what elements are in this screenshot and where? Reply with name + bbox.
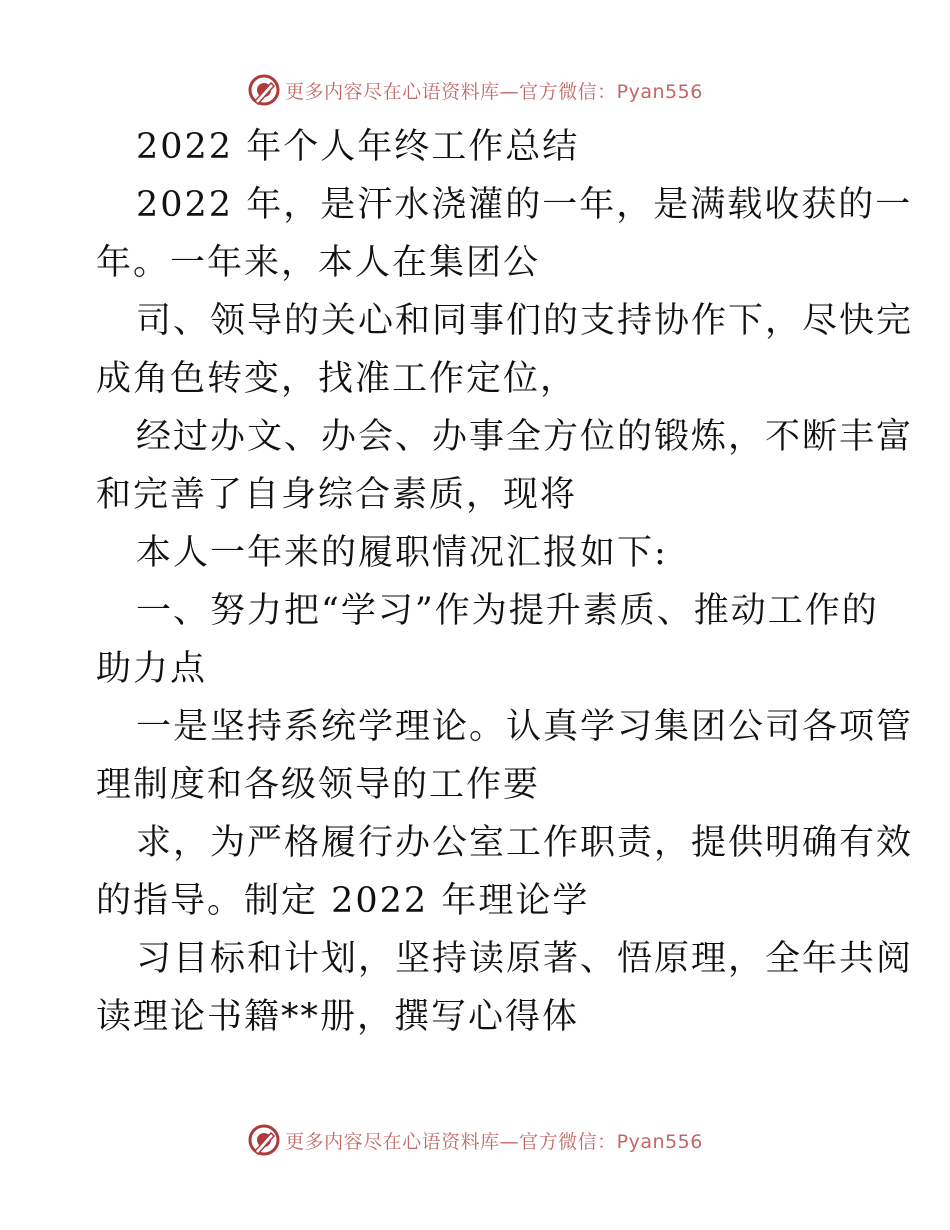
paragraph-line: 本人一年来的履职情况汇报如下: [136,533,668,573]
section-heading: 助力点 [96,649,208,689]
paragraph-line: 的指导。制定 2022 年理论学 [96,881,590,921]
paragraph-line: 求，为严格履行办公室工作职责，提供明确有效 [136,823,914,863]
section-heading: 一、努力把“学习”作为提升素质、推动工作的 [136,591,879,631]
brand-logo-icon [247,1123,281,1157]
banner-slogan: 更多内容尽在心语资料库 [285,1130,500,1153]
paragraph-line: 读理论书籍**册，撰写心得体 [96,997,580,1037]
footer-banner [0,1120,950,1160]
header-banner [0,70,950,110]
paragraph-line: 理制度和各级领导的工作要 [96,765,541,805]
document-body [96,118,914,1046]
paragraph-line: 2022 年，是汗水浇灌的一年，是满载收获的一 [136,185,913,225]
banner-separator: — [499,1130,520,1153]
paragraph-line: 司、领导的关心和同事们的支持协作下，尽快完 [136,301,914,341]
brand-logo-icon [247,73,281,107]
paragraph-line: 成角色转变，找准工作定位， [96,359,578,399]
banner-wechat: 官方微信：Pyan556 [519,1130,703,1153]
document-title: 2022 年个人年终工作总结 [136,127,580,167]
banner-separator: — [499,80,520,103]
paragraph-line: 一是坚持系统学理论。认真学习集团公司各项管 [136,707,914,747]
banner-slogan: 更多内容尽在心语资料库 [285,80,500,103]
paragraph-line: 年。一年来，本人在集团公 [96,243,541,283]
banner-wechat: 官方微信：Pyan556 [519,80,703,103]
paragraph-line: 经过办文、办会、办事全方位的锻炼，不断丰富 [136,417,914,457]
paragraph-line: 和完善了自身综合素质，现将 [96,475,578,515]
paragraph-line: 习目标和计划，坚持读原著、悟原理，全年共阅 [136,939,914,979]
